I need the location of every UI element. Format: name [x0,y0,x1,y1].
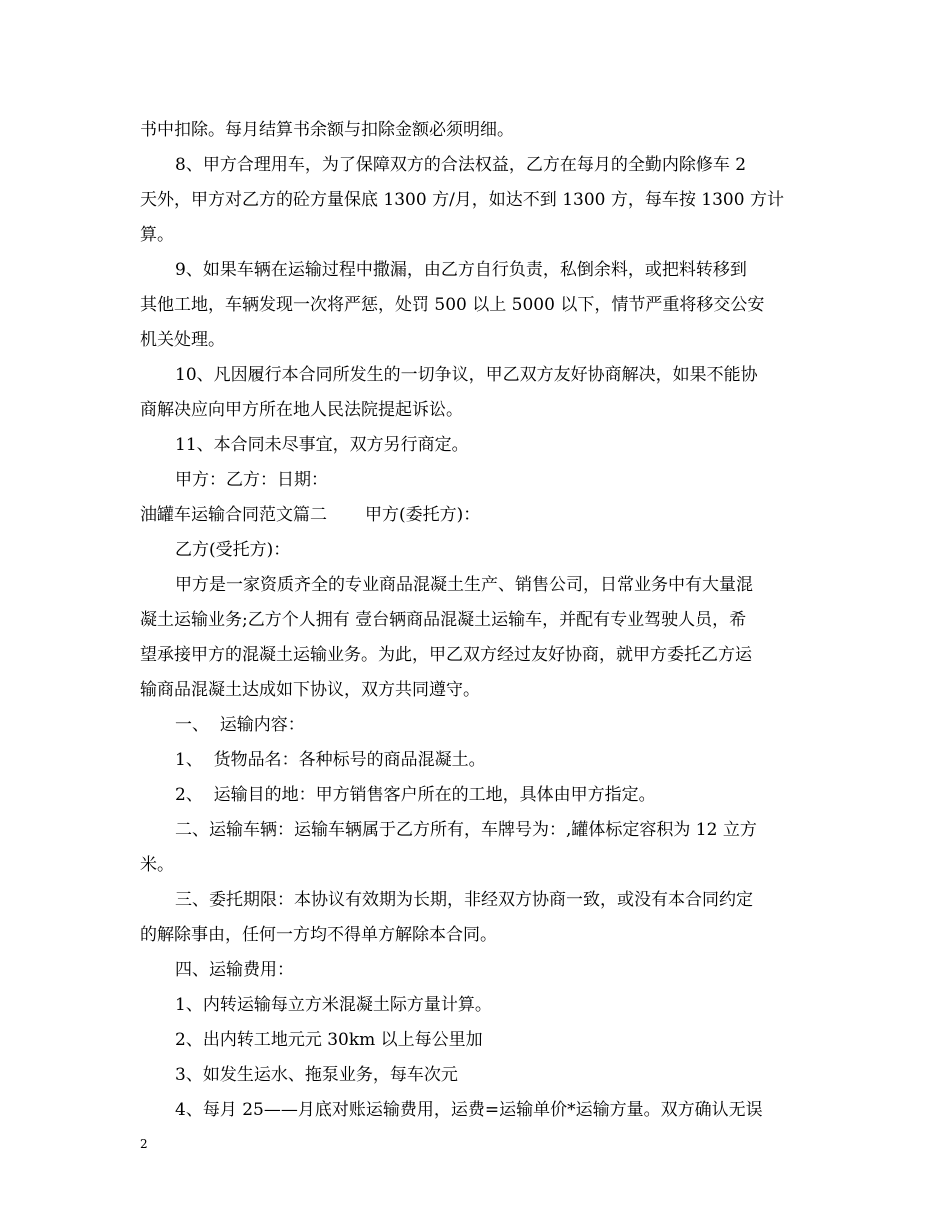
text-line: 商解决应向甲方所在地人民法院提起诉讼。 [140,400,463,420]
clause-8: 8、甲方合理用车，为了保障双方的合法权益，乙方在每月的全勤内除修车 2 [175,155,747,175]
signature-line: 甲方：乙方：日期： [175,470,328,490]
text-line: 书中扣除。每月结算书余额与扣除金额必须明细。 [140,120,514,140]
party-b-label: 乙方(受托方)： [175,540,291,560]
item-1: 1、 货物品名：各种标号的商品混凝土。 [175,750,486,770]
fee-item-1: 1、内转运输每立方米混凝土际方量计算。 [175,995,492,1015]
page-number: 2 [140,1137,148,1151]
clause-9: 9、如果车辆在运输过程中撒漏，由乙方自行负责，私倒余料，或把料转移到 [175,260,747,280]
fee-item-3: 3、如发生运水、拖泵业务，每车次元 [175,1065,458,1085]
text-line: 输商品混凝土达成如下协议，双方共同遵守。 [140,680,480,700]
text-line: 天外，甲方对乙方的砼方量保底 1300 方/月，如达不到 1300 方，每车按 1300 方计 [140,190,784,210]
intro-paragraph: 甲方是一家资质齐全的专业商品混凝土生产、销售公司，日常业务中有大量混 [175,575,753,595]
text-line: 望承接甲方的混凝土运输业务。为此，甲乙双方经过友好协商，就甲方委托乙方运 [140,645,752,665]
text-line: 算。 [140,225,174,245]
text-line: 的解除事由，任何一方均不得单方解除本合同。 [140,925,497,945]
article-2: 二、运输车辆：运输车辆属于乙方所有，车牌号为：,罐体标定容积为 12 立方 [175,820,757,840]
text-line: 机关处理。 [140,330,225,350]
text-line: 米。 [140,855,174,875]
fee-item-2: 2、出内转工地元元 30km 以上每公里加 [175,1030,483,1050]
section-title: 油罐车运输合同范文篇二 [140,505,327,525]
text-line: 其他工地，车辆发现一次将严惩，处罚 500 以上 5000 以下，情节严重将移交公安 [140,295,765,315]
article-1-heading: 一、 运输内容： [175,715,305,735]
party-a-label: 甲方(委托方)： [365,505,481,525]
section-heading [140,504,480,526]
clause-10: 10、凡因履行本合同所发生的一切争议，甲乙双方友好协商解决，如果不能协 [175,365,758,385]
text-line: 凝土运输业务;乙方个人拥有 壹台辆商品混凝土运输车，并配有专业驾驶人员，希 [140,610,747,630]
item-2: 2、 运输目的地：甲方销售客户所在的工地，具体由甲方指定。 [175,785,656,805]
article-4-heading: 四、运输费用： [175,960,294,980]
article-3: 三、委托期限：本协议有效期为长期，非经双方协商一致，或没有本合同约定 [175,890,753,910]
clause-11: 11、本合同未尽事宜，双方另行商定。 [175,435,469,455]
fee-item-4: 4、每月 25——月底对账运输费用，运费=运输单价*运输方量。双方确认无误 [175,1100,763,1120]
